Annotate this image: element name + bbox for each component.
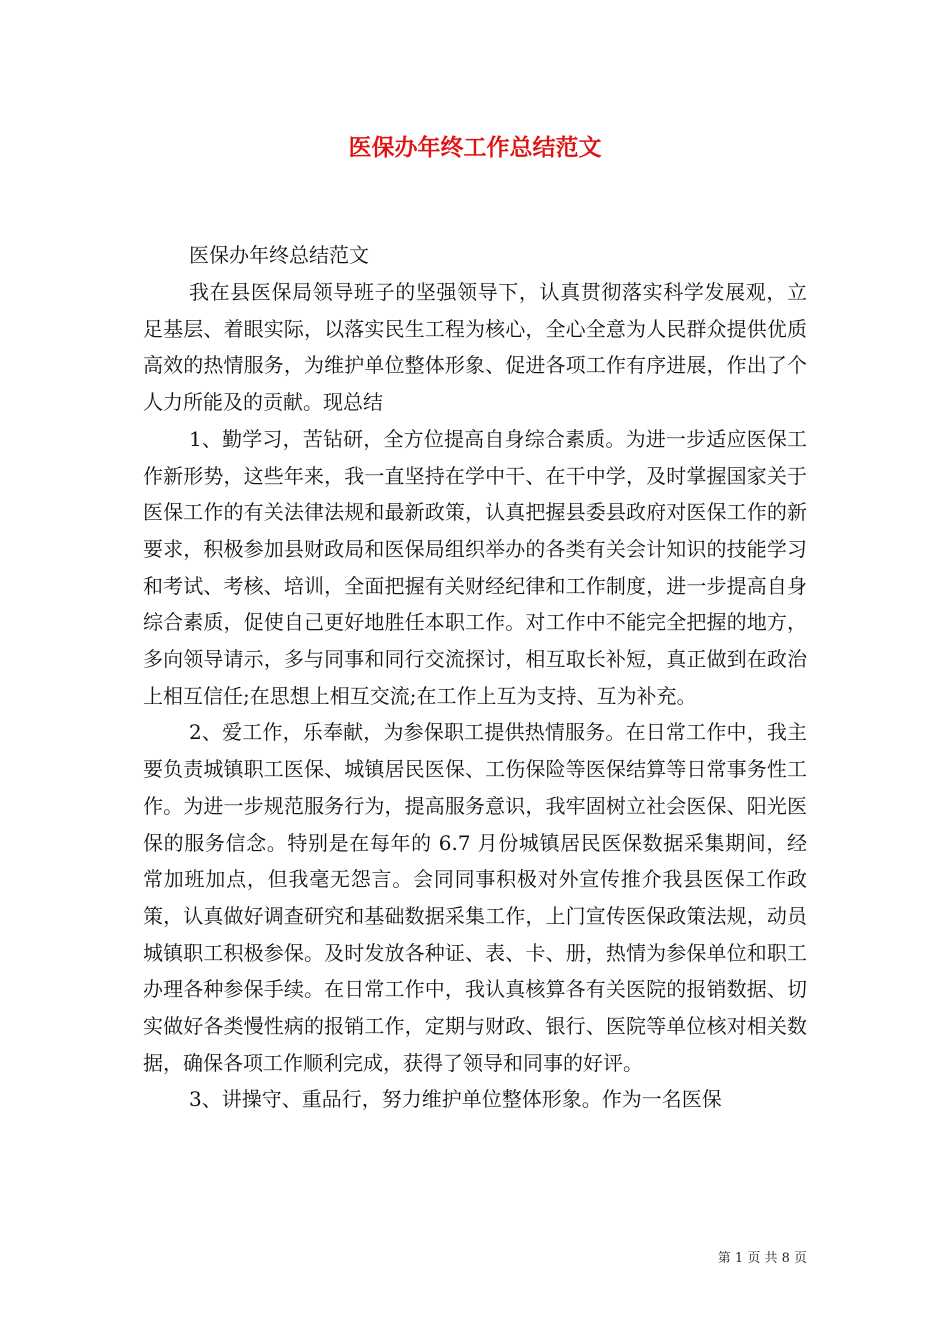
paragraph-service: 2、爱工作，乐奉献，为参保职工提供热情服务。在日常工作中，我主要负责城镇职工医保、城镇居民医保、工伤保险等医保结算等日常事务性工作。为进一步规范服务行为，提高服务意识，我牢固树立社会医保、阳光医保的服务信念。特别是在每年的 6.7 月份城镇居民医保数据采集期间，经常加班加点，但我毫无怨言。会同同事积极对外宣传推介我县医保工作政策，认真做好调查研究和基础数据采集工作，上门宣传医保政策法规，动员城镇职工积极参保。及时发放各种证、表、卡、册，热情为参保单位和职工办理各种参保手续。在日常工作中，我认真核算各有关医院的报销数据、切实做好各类慢性病的报销工作，定期与财政、银行、医院等单位核对相关数据，确保各项工作顺利完成，获得了领导和同事的好评。	[143, 720, 807, 1075]
document-body	[143, 237, 807, 1118]
paragraph-intro: 我在县医保局领导班子的坚强领导下，认真贯彻落实科学发展观，立足基层、着眼实际，以落实民生工程为核心，全心全意为人民群众提供优质高效的热情服务，为维护单位整体形象、促进各项工作有序进展，作出了个人力所能及的贡献。现总结	[143, 280, 807, 415]
paragraph-study: 1、勤学习，苦钻研，全方位提高自身综合素质。为进一步适应医保工作新形势，这些年来，我一直坚持在学中干、在干中学，及时掌握国家关于医保工作的有关法律法规和最新政策，认真把握县委县政府对医保工作的新要求，积极参加县财政局和医保局组织举办的各类有关会计知识的技能学习和考试、考核、培训，全面把握有关财经纪律和工作制度，进一步提高自身综合素质，促使自己更好地胜任本职工作。对工作中不能完全把握的地方，多向领导请示，多与同事和同行交流探讨，相互取长补短，真正做到在政治上相互信任;在思想上相互交流;在工作上互为支持、互为补充。	[143, 426, 807, 708]
paragraph-conduct: 3、讲操守、重品行，努力维护单位整体形象。作为一名医保	[189, 1087, 722, 1112]
document-subtitle: 医保办年终总结范文	[189, 243, 369, 267]
page-footer: 第 1 页 共 8 页	[717, 1251, 807, 1266]
page-title: 医保办年终工作总结范文	[348, 134, 602, 161]
